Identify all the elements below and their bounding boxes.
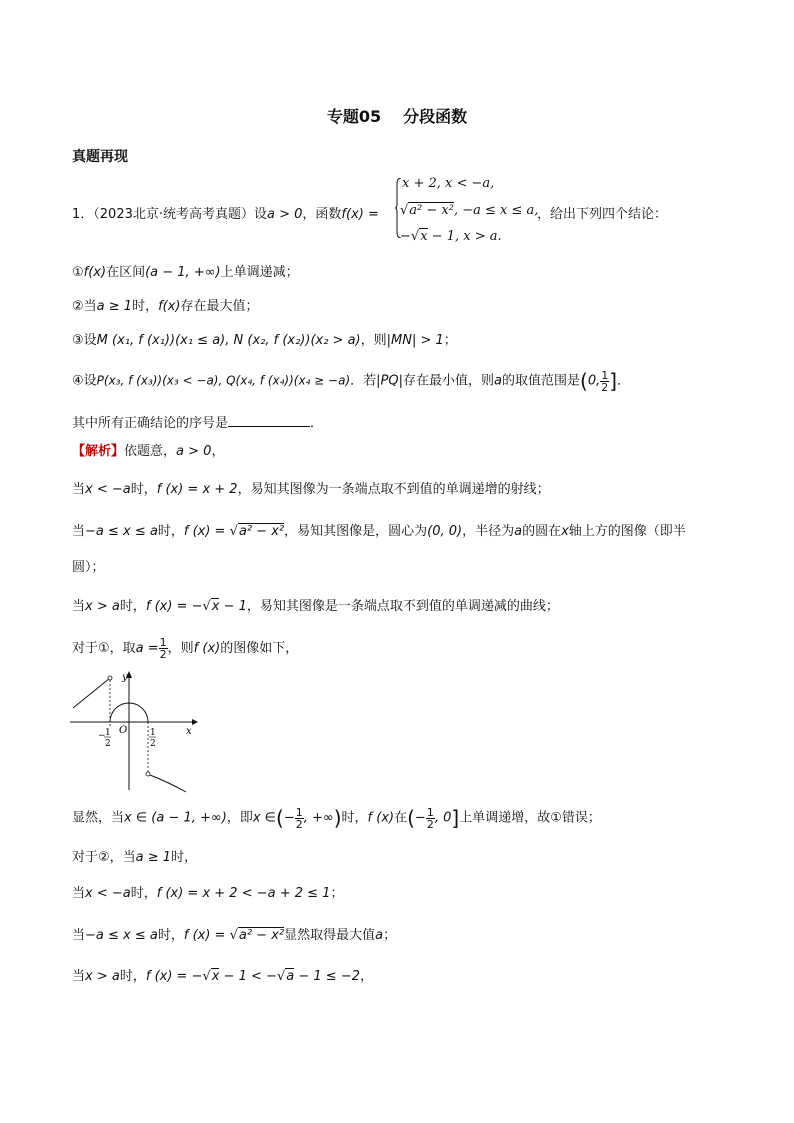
answer-blank[interactable] [228,414,310,427]
problem-after: ，给出下列四个结论： [537,207,668,222]
x-label: x [186,726,192,737]
piece-case-3: −√x − 1, x > a. [400,229,502,244]
tick-right-den: 2 [150,739,156,749]
ray-branch [73,678,110,708]
open-endpoint-right [146,772,150,776]
tick-left-den: 2 [105,739,111,749]
solution-line-5: 显然，当x ∈ (a − 1, +∞)，即x ∈(− $\frac{1}{2}$ , +∞)时，f (x)在(− $\frac{1}{2}$ , 0]上单调递增，故①错误； [72,805,601,831]
statement-3: ③设M (x₁, f (x₁))(x₁ ≤ a), N (x₂, f (x₂))(x₂ > a)，则|MN| > 1； [72,333,457,348]
solution-line-4: 对于①，取a = $\frac{1}{2}$ ，则f (x)的图像如下， [72,636,299,661]
problem-cond: a > 0 [267,207,303,222]
solution-line-1: 当x < −a时，f (x) = x + 2，易知其图像为一条端点取不到值的单调递增的射线； [72,482,550,497]
statement-4: ④设P(x₃, f (x₃))(x₃ < −a), Q(x₄, f (x₄))(x₄ ≥ −a)．若|PQ|存在最小值，则a的取值范围是(0, $\frac{1}{2}$ ]． [72,368,631,394]
problem-intro [72,203,379,222]
tick-left-num: 1 [105,728,111,738]
piece-case-2: √a² − x², −a ≤ x ≤ a, [400,203,539,218]
origin-label: O [119,725,128,736]
problem-sep: ，函数 [302,207,342,222]
solution-line-6: 对于②，当a ≥ 1时， [72,850,198,865]
x-axis-arrow [192,719,198,725]
solution-line-3: 当x > a时，f (x) = −√x − 1，易知其图像是一条端点取不到值的单调递减的曲线； [72,599,559,614]
y-label: y [122,672,128,683]
solution-line-2b: 圆）； [72,560,105,575]
solution-line-2: 当−a ≤ x ≤ a时，f (x) = √a² − x²，易知其图像是，圆心为(0, 0)，半径为a的圆在x轴上方的图像（即半 [72,524,686,539]
section-heading: 真题再现 [72,149,128,165]
statement-2: ②当a ≥ 1时，f(x)存在最大值； [72,299,259,314]
problem-source: （2023北京·统考高考真题）设 [93,207,267,222]
solution-line-9: 当x > a时，f (x) = −√x − 1 < −√a − 1 ≤ −2， [72,969,373,984]
title-name: 分段函数 [403,107,468,126]
problem-fname: f(x) = [341,207,379,222]
tick-right-num: 1 [150,728,156,738]
problem-number: 1． [72,207,94,222]
question-ask: 其中所有正确结论的序号是 ． [72,416,324,431]
solution-line-8: 当−a ≤ x ≤ a时，f (x) = √a² − x²显然取得最大值a； [72,928,397,943]
page-title [0,104,794,127]
piece-case-1: x + 2, x < −a, [402,176,495,191]
solution-tag: 【解析】 [72,444,125,459]
open-endpoint-left [108,676,112,680]
solution-line-0: 【解析】依题意，a > 0， [72,444,225,459]
curve-branch [150,775,186,792]
function-graph [70,670,200,795]
solution-line-7: 当x < −a时，f (x) = x + 2 < −a + 2 ≤ 1； [72,886,344,901]
neg-sign-label: − [98,731,106,741]
title-number: 专题05 [326,107,382,126]
statement-1: ①f(x)在区间(a − 1, +∞)上单调递减； [72,265,299,280]
